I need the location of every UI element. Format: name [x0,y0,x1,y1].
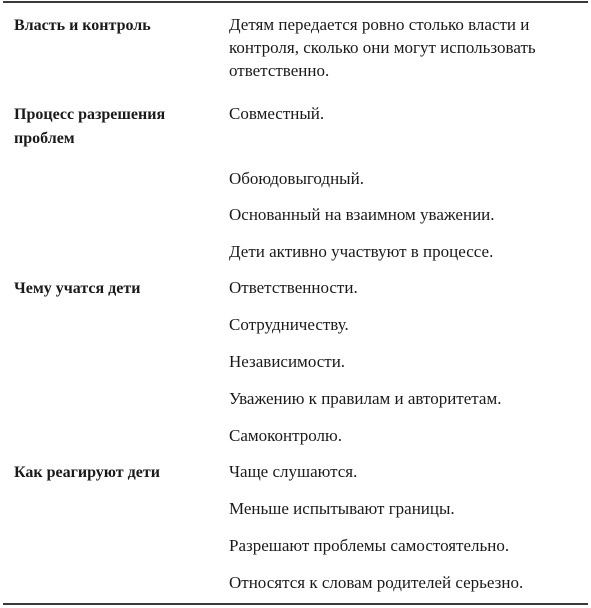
row-value-what-children-learn-4: Самоконтролю. [229,426,342,445]
row-value-what-children-learn-2: Независимости. [229,352,346,371]
row-value-how-children-respond-0: Чаще слушаются. [229,462,358,481]
table-bottom-rule [3,603,588,605]
row-value-what-children-learn-3: Уважению к правилам и авторитетам. [229,389,502,408]
row-label-problem-solving: Процесс разрешения проблем [14,106,166,147]
row-value-problem-solving-2: Основанный на взаимном уважении. [229,205,495,224]
table-top-rule [3,1,588,3]
row-value-how-children-respond-2: Разрешают проблемы самостоятельно. [229,536,510,555]
row-label-what-children-learn: Чему учатся дети [14,280,141,297]
row-value-what-children-learn-0: Ответственности. [229,278,358,297]
row-value-how-children-respond-3: Относятся к словам родителей серьезно. [229,573,524,592]
row-value-how-children-respond-1: Меньше испытывают границы. [229,499,455,518]
row-label-power: Власть и контроль [14,17,151,34]
row-value-problem-solving-3: Дети активно участвуют в процессе. [229,242,494,261]
row-label-how-children-respond: Как реагируют дети [14,464,160,481]
row-value-problem-solving-1: Обоюдовыгодный. [229,169,364,188]
row-value-problem-solving-0: Совместный. [229,104,325,123]
row-value-what-children-learn-1: Сотрудничеству. [229,315,349,334]
row-value-power-0: Детям передается ровно столько власти и контроля, сколько они могут использовать ответственно. [229,15,536,80]
